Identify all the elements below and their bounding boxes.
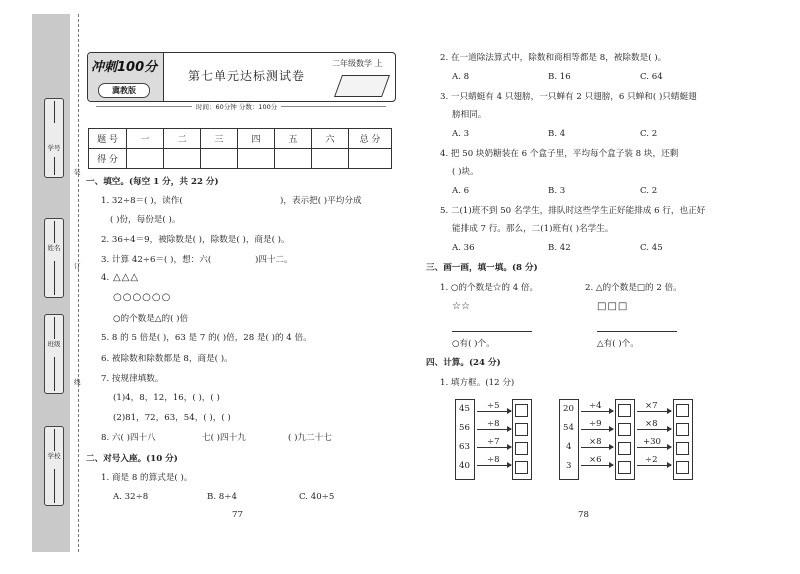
- left-op-2: ÷8: [487, 419, 500, 429]
- left-num-4: 40: [459, 461, 470, 471]
- choice-q3-option-c[interactable]: C. 2: [640, 129, 658, 139]
- draw-q1-answer-line[interactable]: [452, 331, 532, 332]
- fill-q7: 7. 按规律填数。: [101, 374, 164, 384]
- student-id-line: [54, 101, 55, 123]
- section-2-heading: 二、对号入座。(10 分): [86, 454, 178, 464]
- score-header-1: 一: [127, 129, 164, 149]
- right-arrow2-4: [637, 465, 671, 466]
- header-banner: [87, 52, 396, 102]
- student-name-field[interactable]: [44, 218, 64, 298]
- choice-q1-option-b[interactable]: B. 8÷4: [207, 492, 237, 502]
- section-4-heading: 四、计算。(24 分): [426, 358, 501, 368]
- edition-badge: 冀教版: [98, 83, 150, 98]
- choice-q4-option-b[interactable]: B. 3: [548, 186, 566, 196]
- choice-q2-option-b[interactable]: B. 16: [548, 72, 571, 82]
- right-num-3: 4: [566, 442, 572, 452]
- left-arrow-4: [477, 465, 511, 466]
- right-op2-2: ×8: [645, 419, 658, 429]
- score-header-label: 题 号: [89, 129, 127, 149]
- choice-q4-option-c[interactable]: C. 2: [640, 186, 658, 196]
- right-num-1: 20: [563, 404, 574, 414]
- class-field[interactable]: [44, 314, 64, 394]
- right-answer-box-3[interactable]: [676, 442, 689, 455]
- score-cell-2[interactable]: [164, 149, 201, 169]
- right-num-4: 3: [566, 461, 572, 471]
- left-op-1: ÷5: [487, 401, 500, 411]
- fill-q1-part-b: )，表示把( )平均分成: [280, 196, 362, 206]
- draw-q2-answer-line[interactable]: [597, 331, 677, 332]
- fill-q7-seq2: (2)81，72，63，54，( )，( ): [113, 413, 231, 423]
- choice-q2-option-c[interactable]: C. 64: [640, 72, 663, 82]
- cut-label-ding: 订: [74, 262, 81, 270]
- score-cell-6[interactable]: [312, 149, 349, 169]
- brand-box: [88, 53, 164, 101]
- grade-label: 二年级数学 上: [332, 59, 383, 68]
- right-op2-1: ×7: [645, 401, 658, 411]
- draw-q1: 1. ○的个数是☆的 4 倍。: [440, 283, 539, 293]
- score-row-label: 得 分: [89, 149, 127, 169]
- draw-q2: 2. △的个数是□的 2 倍。: [585, 283, 682, 293]
- right-answer-box-2[interactable]: [676, 423, 689, 436]
- left-arrow-1: [477, 411, 511, 412]
- right-arrow1-2: [581, 429, 613, 430]
- class-label: 班级: [47, 340, 61, 348]
- school-label: 学校: [47, 452, 61, 460]
- right-arrow1-4: [581, 465, 613, 466]
- circle-shapes: ○○○○○○: [113, 292, 172, 303]
- score-header-total: 总 分: [349, 129, 392, 149]
- school-line-2: [54, 469, 55, 503]
- page-number-left: 77: [232, 510, 243, 520]
- choice-q3-line1: 3. 一只蜻蜓有 4 只翅膀，一只蝉有 2 只翅膀，6 只蝉和( )只蜻蜓翅: [440, 92, 697, 102]
- brand-logo: 冲刺100分: [91, 60, 158, 75]
- school-line: [54, 429, 55, 451]
- choice-q3-option-a[interactable]: A. 3: [452, 129, 470, 139]
- right-num-2: 54: [563, 423, 574, 433]
- score-table: [88, 128, 392, 169]
- score-table-score-row: [89, 149, 392, 169]
- section-1-heading: 一、填空。(每空 1 分，共 22 分): [86, 177, 219, 187]
- choice-q5-option-c[interactable]: C. 45: [640, 243, 663, 253]
- fill-q3-part-a: 3. 计算 42÷6＝( )，想：六(: [101, 255, 212, 265]
- right-op1-3: ×8: [589, 437, 602, 447]
- choice-q3-line2: 膀相同。: [452, 110, 487, 120]
- score-cell-3[interactable]: [201, 149, 238, 169]
- choice-q5-line1: 5. 二(1)班不到 50 名学生，排队时这些学生正好能排成 6 行，也正好: [440, 206, 706, 216]
- fill-q6: 6. 被除数和除数都是 8，商是( )。: [101, 354, 233, 364]
- choice-q5-option-a[interactable]: A. 36: [452, 243, 475, 253]
- fill-q1-part-a: 1. 32÷8＝( )，读作(: [101, 196, 183, 206]
- right-mid-box-2[interactable]: [618, 423, 631, 436]
- choice-q2: 2. 在一道除法算式中，除数和商相等都是 8，被除数是( )。: [440, 53, 667, 63]
- section-3-heading: 三、画一画，填一填。(8 分): [426, 263, 538, 273]
- right-arrow2-1: [637, 411, 671, 412]
- score-header-2: 二: [164, 129, 201, 149]
- student-id-field[interactable]: [44, 98, 64, 178]
- score-header-6: 六: [312, 129, 349, 149]
- left-num-1: 45: [459, 404, 470, 414]
- choice-q1: 1. 商是 8 的算式是( )。: [101, 473, 193, 483]
- right-mid-box-1[interactable]: [618, 404, 631, 417]
- score-cell-5[interactable]: [275, 149, 312, 169]
- right-arrow1-1: [581, 411, 613, 412]
- fill-q4-text: ○的个数是△的( )倍: [113, 314, 189, 324]
- left-arrow-3: [477, 447, 511, 448]
- fill-q3-part-b: )四十二。: [255, 255, 293, 265]
- fill-q2: 2. 36÷4＝9，被除数是( )，除数是( )，商是( )。: [101, 235, 290, 245]
- fill-q5: 5. 8 的 5 倍是( )，63 是 7 的( )倍，28 是( )的 4 倍。: [101, 333, 312, 343]
- time-score-info: 时间：60分钟 分数：100分: [192, 102, 281, 111]
- triangle-shapes: △△△: [113, 272, 140, 283]
- choice-q4-line1: 4. 把 50 块奶糖装在 6 个盒子里，平均每个盒子装 8 块，还剩: [440, 149, 679, 159]
- right-arrow2-3: [637, 447, 671, 448]
- score-header-4: 四: [238, 129, 275, 149]
- fill-q8-c: ( )九二十七: [288, 433, 332, 443]
- cut-label-xian: 线: [74, 378, 81, 386]
- left-op-4: ÷8: [487, 455, 500, 465]
- choice-q4-option-a[interactable]: A. 6: [452, 186, 470, 196]
- fill-q8-b: 七( )四十九: [202, 433, 246, 443]
- student-name-line-2: [54, 261, 55, 295]
- right-mid-box-4[interactable]: [618, 461, 631, 474]
- left-op-3: ÷7: [487, 437, 500, 447]
- right-op1-2: ÷9: [589, 419, 602, 429]
- choice-q1-option-a[interactable]: A. 32÷8: [113, 492, 149, 502]
- choice-q4-line2: ( )块。: [452, 167, 479, 177]
- right-arrow2-2: [637, 429, 671, 430]
- right-op2-3: +30: [643, 437, 661, 447]
- choice-q5-option-b[interactable]: B. 42: [548, 243, 571, 253]
- left-arrow-2: [477, 429, 511, 430]
- choice-q5-line2: 能排成 7 行。那么，二(1)班有( )名学生。: [452, 224, 614, 234]
- right-answer-box-4[interactable]: [676, 461, 689, 474]
- calc-q1: 1. 填方框。(12 分): [440, 378, 515, 388]
- cut-line: [78, 14, 79, 552]
- page-number-right: 78: [578, 510, 589, 520]
- right-answer-box-1[interactable]: [676, 404, 689, 417]
- fill-q1-part-c: ( )份，每份是( )。: [110, 215, 181, 225]
- draw-q1-answer: ○有( )个。: [452, 339, 495, 349]
- score-header-3: 三: [201, 129, 238, 149]
- left-num-3: 63: [459, 442, 470, 452]
- left-num-2: 56: [459, 423, 470, 433]
- fill-q7-seq1: (1)4，8，12，16，( )，( ): [113, 393, 220, 403]
- school-field[interactable]: [44, 426, 64, 506]
- star-shapes: ☆☆: [452, 301, 470, 312]
- right-mid-box-3[interactable]: [618, 442, 631, 455]
- right-op1-4: ×6: [589, 455, 602, 465]
- fill-q4-number: 4.: [101, 273, 110, 283]
- choice-q1-option-c[interactable]: C. 40÷5: [299, 492, 335, 502]
- student-name-line: [54, 221, 55, 243]
- score-header-5: 五: [275, 129, 312, 149]
- cut-label-zhuang: 装: [74, 168, 81, 176]
- right-arrow1-3: [581, 447, 613, 448]
- tablet-illustration-icon: [334, 75, 390, 97]
- score-cell-1[interactable]: [127, 149, 164, 169]
- student-id-label: 学号: [47, 144, 61, 152]
- class-line-2: [54, 357, 55, 391]
- left-answer-box-2[interactable]: [515, 423, 528, 436]
- choice-q3-option-b[interactable]: B. 4: [548, 129, 566, 139]
- choice-q2-option-a[interactable]: A. 8: [452, 72, 470, 82]
- score-cell-4[interactable]: [238, 149, 275, 169]
- score-cell-total[interactable]: [349, 149, 392, 169]
- draw-q2-answer: △有( )个。: [597, 339, 639, 349]
- right-op1-1: ÷4: [589, 401, 602, 411]
- left-answer-box-3[interactable]: [515, 442, 528, 455]
- class-line: [54, 317, 55, 339]
- right-op2-4: ÷2: [645, 455, 658, 465]
- score-table-header-row: [89, 129, 392, 149]
- left-answer-box-1[interactable]: [515, 404, 528, 417]
- student-id-line-2: [54, 157, 55, 175]
- fill-q8-a: 8. 六( )四十八: [101, 433, 156, 443]
- square-shapes: □□□: [597, 301, 629, 312]
- page-title: 第七单元达标测试卷: [188, 69, 306, 83]
- left-answer-box-4[interactable]: [515, 461, 528, 474]
- student-name-label: 姓名: [47, 244, 61, 252]
